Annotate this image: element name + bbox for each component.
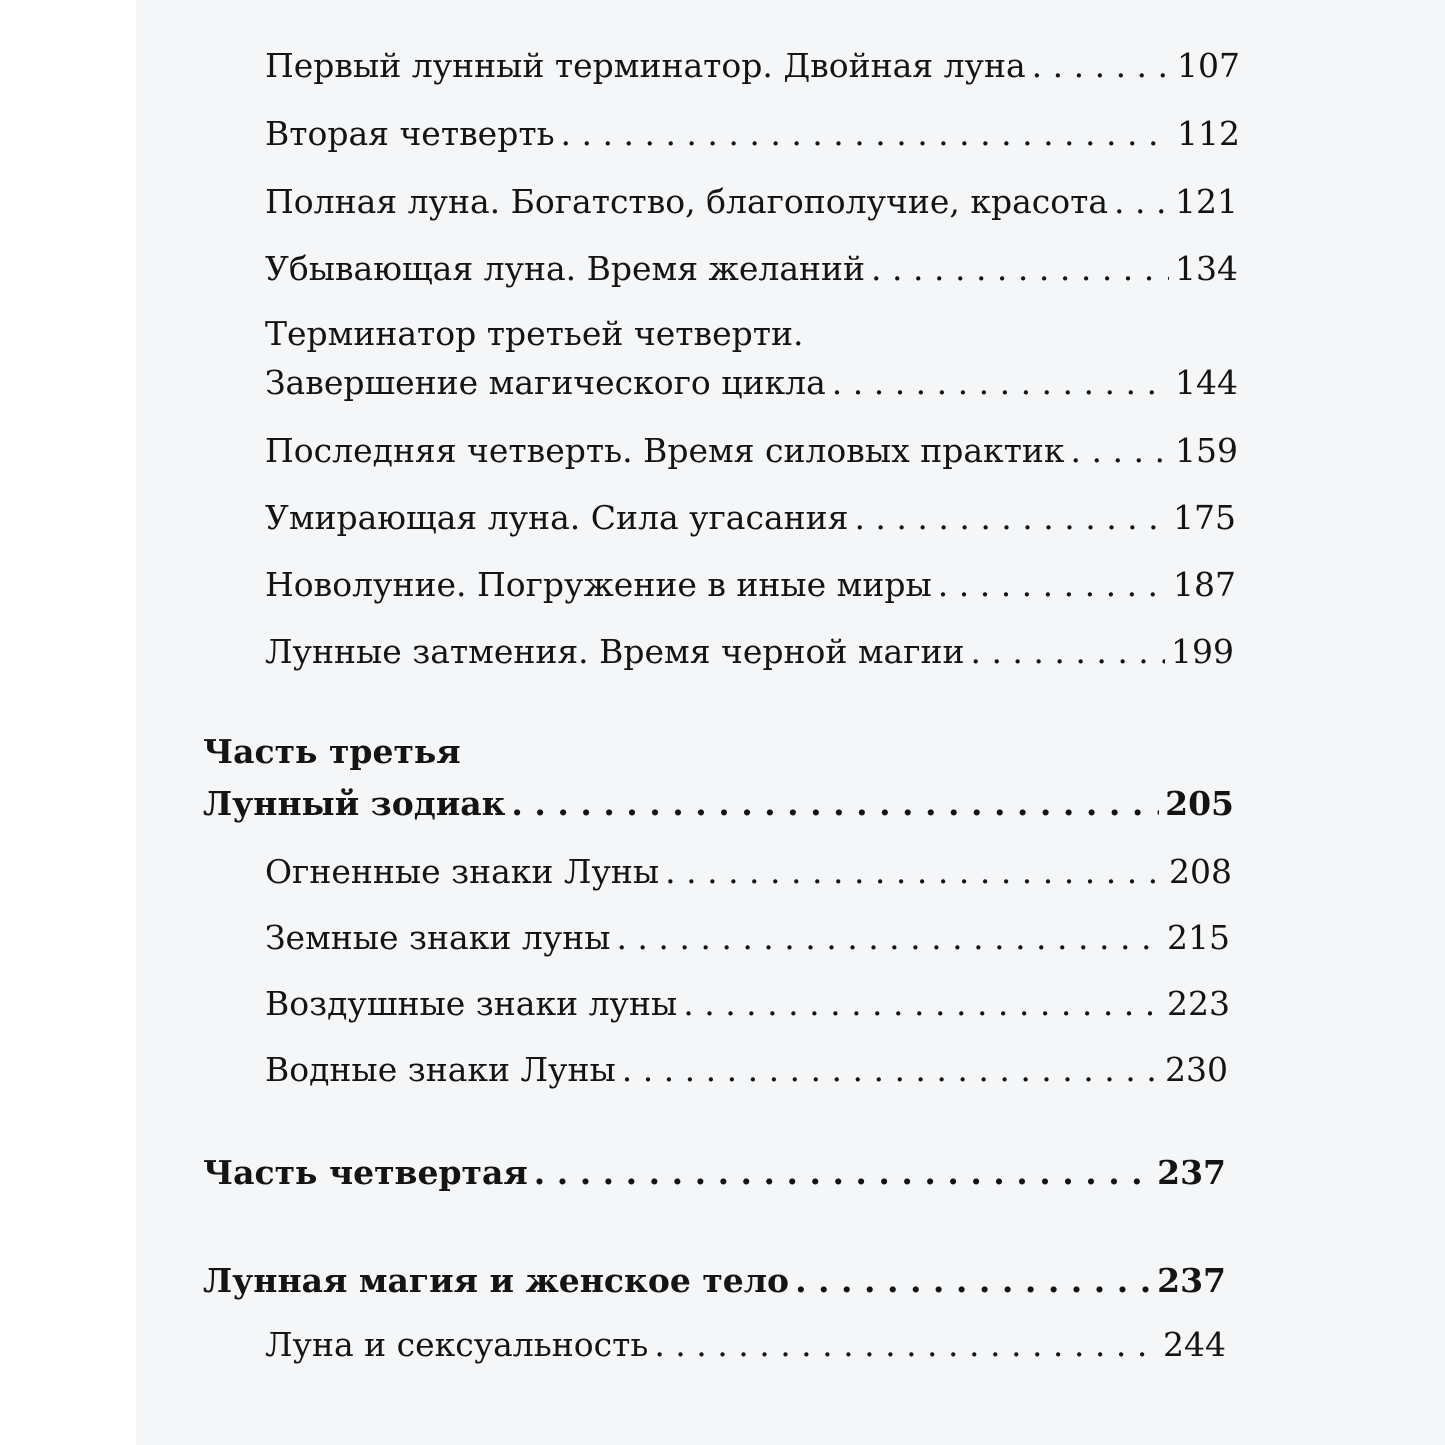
dot-leader (1114, 182, 1169, 222)
toc-page-number: 187 (1173, 565, 1236, 604)
part-heading: Часть третья (203, 732, 461, 771)
toc-entry (265, 1050, 1228, 1090)
toc-page-number: 112 (1177, 114, 1240, 153)
toc-entry-title: Лунная магия и женское тело (203, 1261, 790, 1300)
toc-entry (265, 46, 1240, 86)
dot-leader (561, 114, 1171, 154)
toc-entry-title: Полная луна. Богатство, благополучие, красота (265, 182, 1109, 221)
toc-page-number: 199 (1171, 632, 1234, 671)
toc-page-number: 121 (1175, 182, 1238, 221)
dot-leader (854, 498, 1167, 538)
toc-entry (265, 182, 1238, 222)
toc-entry (265, 363, 1238, 403)
toc-entry-title: Первый лунный терминатор. Двойная луна (265, 46, 1026, 85)
toc-entry (265, 632, 1234, 672)
toc-entry-title: Вторая четверть (265, 114, 555, 153)
toc-page-number: 208 (1169, 852, 1232, 891)
toc-entry (265, 114, 1240, 154)
dot-leader (938, 565, 1167, 605)
toc-page-number: 107 (1177, 46, 1240, 85)
dot-leader (683, 984, 1161, 1024)
dot-leader (534, 1153, 1151, 1193)
toc-page-number: 223 (1167, 984, 1230, 1023)
toc-entry-title: Земные знаки луны (265, 918, 611, 957)
toc-page-number: 237 (1157, 1153, 1226, 1192)
dot-leader (970, 632, 1165, 672)
toc-page-number: 215 (1167, 918, 1230, 957)
toc-entry-title: Часть четвертая (203, 1153, 528, 1192)
toc-entry-title: Умирающая луна. Сила угасания (265, 498, 849, 537)
toc-entry (265, 852, 1232, 892)
dot-leader (622, 1050, 1159, 1090)
dot-leader (511, 784, 1159, 824)
dot-leader (871, 249, 1169, 289)
dot-leader (832, 363, 1169, 403)
toc-page-number: 134 (1175, 249, 1238, 288)
toc-entry (265, 249, 1238, 289)
toc-entry (203, 784, 1234, 824)
dot-leader (616, 918, 1161, 958)
toc-entry-title: Завершение магического цикла (265, 363, 826, 402)
toc-entry-title: Водные знаки Луны (265, 1050, 616, 1089)
toc-entry-title: Воздушные знаки луны (265, 984, 678, 1023)
dot-leader (795, 1261, 1151, 1301)
dot-leader (665, 852, 1163, 892)
toc-entry (265, 984, 1230, 1024)
toc-entry-title: Убывающая луна. Время желаний (265, 249, 866, 288)
toc-page-number: 175 (1173, 498, 1236, 537)
toc-entry-title: Огненные знаки Луны (265, 852, 660, 891)
toc-page-number: 230 (1165, 1050, 1228, 1089)
toc-entry-title: Последняя четверть. Время силовых практик (265, 431, 1065, 470)
toc-page-number: 237 (1157, 1261, 1226, 1300)
toc-entry-line1: Терминатор третьей четверти. (265, 314, 804, 353)
toc-entry (265, 431, 1238, 471)
dot-leader (1032, 46, 1171, 86)
toc-entry (265, 1325, 1226, 1365)
toc-page-number: 205 (1165, 784, 1234, 823)
dot-leader (654, 1325, 1157, 1365)
toc-entry-title: Луна и сексуальность (265, 1325, 649, 1364)
toc-page-number: 159 (1175, 431, 1238, 470)
toc-entry (203, 1261, 1226, 1301)
toc-page-number: 144 (1175, 363, 1238, 402)
toc-entry (265, 498, 1236, 538)
toc-entry-title: Лунный зодиак (203, 784, 506, 823)
toc-entry-title: Лунные затмения. Время черной магии (265, 632, 965, 671)
toc-entry-title: Новолуние. Погружение в иные миры (265, 565, 932, 604)
dot-leader (1071, 431, 1169, 471)
toc-entry (265, 918, 1230, 958)
toc-entry (265, 565, 1236, 605)
toc-entry (203, 1153, 1226, 1193)
toc-page-number: 244 (1163, 1325, 1226, 1364)
